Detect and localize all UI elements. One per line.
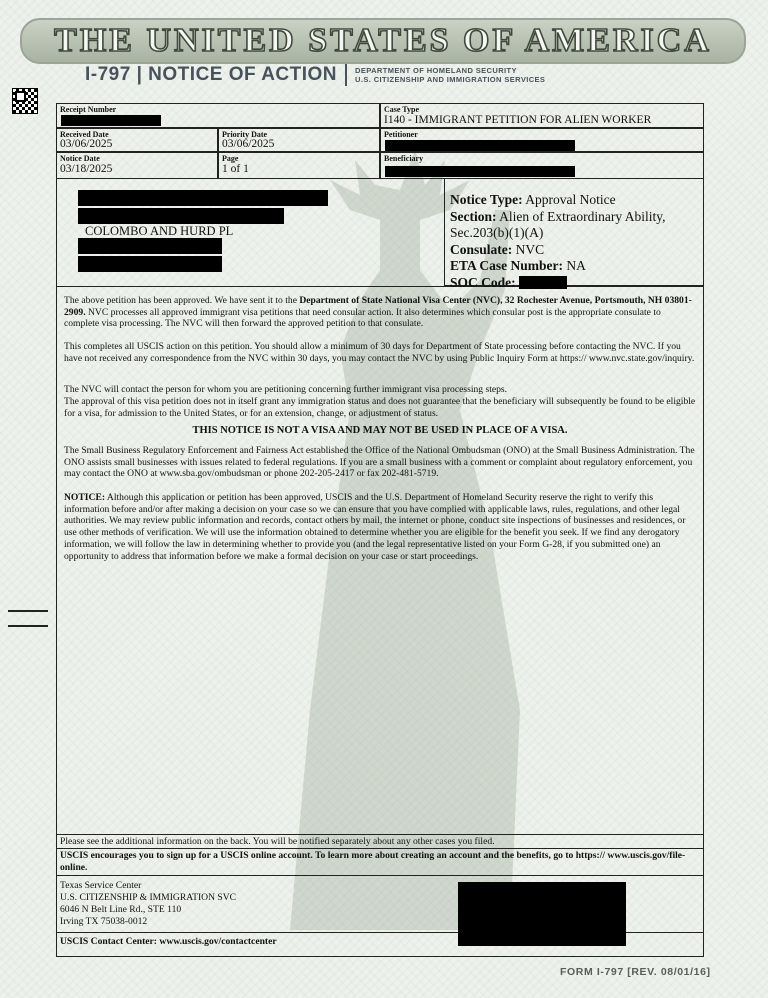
approval-text-cont: NVC processes all approved immigrant visa petitions that need consular action. It also determines which consular post is the appropriate consulate to complete visa processing. The NVC will then forward the approved petition to that consulate. — [64, 306, 661, 330]
form-subheader — [85, 62, 545, 88]
service-center-line-4: Irving TX 75038-0012 — [60, 916, 148, 927]
header-banner — [20, 18, 746, 64]
margin-line — [8, 610, 48, 612]
online-account-text: USCIS encourages you to sign up for a USCIS online account. To learn more about creating an account and the benefits, go to https:// www.uscis.gov/file-online. — [60, 850, 686, 873]
paragraph-status-disclaimer: The approval of this visa petition does not in itself grant any immigration status and does not guarantee that the beneficiary will subsequently be found to be eligible for a visa, for admission to the United States, or for an extension, change, or adjustment of status. — [64, 396, 696, 419]
beneficiary-cell — [380, 152, 704, 179]
consulate-value: NVC — [515, 241, 545, 257]
beneficiary-redaction — [385, 166, 575, 177]
divider — [56, 834, 704, 835]
notice-label: NOTICE: — [64, 492, 106, 503]
page-cell — [218, 152, 380, 179]
approval-text: The above petition has been approved. We have sent it to the — [64, 295, 300, 306]
beneficiary-label: Beneficiary — [384, 154, 424, 163]
notice-date-cell — [56, 152, 218, 179]
received-date-value: 03/06/2025 — [60, 138, 113, 150]
soc-code-label: SOC Code: — [450, 274, 516, 290]
notice-date-value: 03/18/2025 — [60, 163, 113, 175]
qr-code-icon — [12, 88, 38, 114]
address-redaction — [78, 256, 222, 272]
recipient-redaction — [458, 882, 626, 946]
paragraph-processing: This completes all USCIS action on this petition. You should allow a minimum of 30 days for Department of State processing before contacting the NVC. If you have not received any correspondence from the NVC within 30 days, you may contact the NVC by using Public Inquiry Form at https:// www.nvc.state.gov/inquiry. — [64, 341, 695, 364]
petitioner-redaction — [385, 140, 575, 151]
service-center-line-1: Texas Service Center — [60, 880, 142, 891]
receipt-number-redaction — [61, 115, 161, 126]
law-firm-name: COLOMBO AND HURD PL — [85, 224, 234, 238]
petitioner-label: Petitioner — [384, 130, 418, 139]
paragraph-verification — [64, 492, 696, 562]
case-type-value: I140 - IMMIGRANT PETITION FOR ALIEN WORKER — [384, 114, 652, 126]
case-type-label: Case Type — [384, 105, 420, 114]
department-line-1: DEPARTMENT OF HOMELAND SECURITY — [355, 66, 517, 75]
address-redaction — [78, 238, 222, 254]
eta-case-label: ETA Case Number: — [450, 258, 563, 273]
form-title: I-797 | NOTICE OF ACTION — [85, 64, 338, 85]
notice-type-label: Notice Type: — [450, 192, 523, 207]
case-type-cell — [380, 103, 704, 128]
consulate-label: Consulate: — [450, 241, 513, 257]
form-number: FORM I-797 [REV. 08/01/16] — [560, 966, 711, 978]
notice-date-label: Notice Date — [60, 154, 100, 163]
service-center-line-2: U.S. CITIZENSHIP & IMMIGRATION SVC — [60, 892, 237, 903]
notice-type-value: Approval Notice — [525, 192, 616, 207]
department-name — [355, 66, 545, 84]
nvc-address: Department of State National Visa Center (NVC), 32 Rochester Avenue, Portsmouth, NH 03801-2909. — [64, 295, 692, 318]
service-center-line-3: 6046 N Belt Line Rd., STE 110 — [60, 904, 182, 915]
contact-center: USCIS Contact Center: www.uscis.gov/contactcenter — [60, 936, 277, 947]
paragraph-ombudsman: The Small Business Regulatory Enforcement and Fairness Act established the Office of the National Ombudsman (ONO) at the Small Business Administration. The ONO assists small businesses with issues related to federal regulations. If you are a small business with a comment or complaint about regulatory enforcement, you may contact the ONO at www.sba.gov/ombudsman or phone 202-205-2417 or fax 202-481-5719. — [64, 445, 695, 480]
additional-info: Please see the additional information on the back. You will be notified separately about any other cases you filed. — [60, 836, 495, 847]
priority-date-label: Priority Date — [222, 130, 268, 139]
soc-code-redaction — [519, 276, 567, 289]
section-label: Section: — [450, 208, 497, 224]
page-label: Page — [222, 154, 239, 163]
section-value-2: Sec.203(b)(1)(A) — [450, 225, 544, 240]
department-line-2: U.S. CITIZENSHIP AND IMMIGRATION SERVICES — [355, 75, 546, 84]
divider — [345, 64, 347, 86]
verification-text: Although this application or petition has been approved, USCIS and the U.S. Department of Homeland Security reserve the right to verify this information before and/or after making a decision on your case so we can ensure that you have complied with applicable laws, rules, regulations, and other legal authorities. We may review public information and records, contact others by mail, the internet or phone, conduct site inspections of businesses and residences, or use other methods of verification. We will use the information obtained to determine whether you are eligible for the benefit you seek. If we find any derogatory information, we will follow the law in determining whether to provide you (and the legal representative listed on your Form G-28, if you submitted one) an opportunity to address that information before we make a formal decision on your case or start proceedings. — [64, 492, 686, 562]
visa-warning: THIS NOTICE IS NOT A VISA AND MAY NOT BE USED IN PLACE OF A VISA. — [192, 425, 568, 436]
paragraph-approval — [64, 295, 696, 330]
notice-details — [450, 192, 665, 291]
eta-case-value: NA — [566, 258, 586, 273]
address-redaction — [78, 208, 284, 224]
priority-date-cell — [218, 128, 380, 152]
receipt-number-cell — [56, 103, 380, 128]
banner-title: THE UNITED STATES OF AMERICA — [54, 22, 712, 59]
received-date-label: Received Date — [60, 130, 109, 139]
paragraph-contact: The NVC will contact the person for whom you are petitioning concerning further immigrant visa processing steps. — [64, 384, 508, 395]
received-date-cell — [56, 128, 218, 152]
address-redaction — [78, 190, 328, 206]
priority-date-value: 03/06/2025 — [222, 138, 275, 150]
service-center-address — [60, 880, 236, 928]
petitioner-cell — [380, 128, 704, 152]
page-value: 1 of 1 — [222, 163, 249, 175]
section-value: Alien of Extraordinary Ability, — [499, 208, 666, 224]
margin-line — [8, 625, 48, 627]
receipt-number-label: Receipt Number — [60, 105, 117, 114]
